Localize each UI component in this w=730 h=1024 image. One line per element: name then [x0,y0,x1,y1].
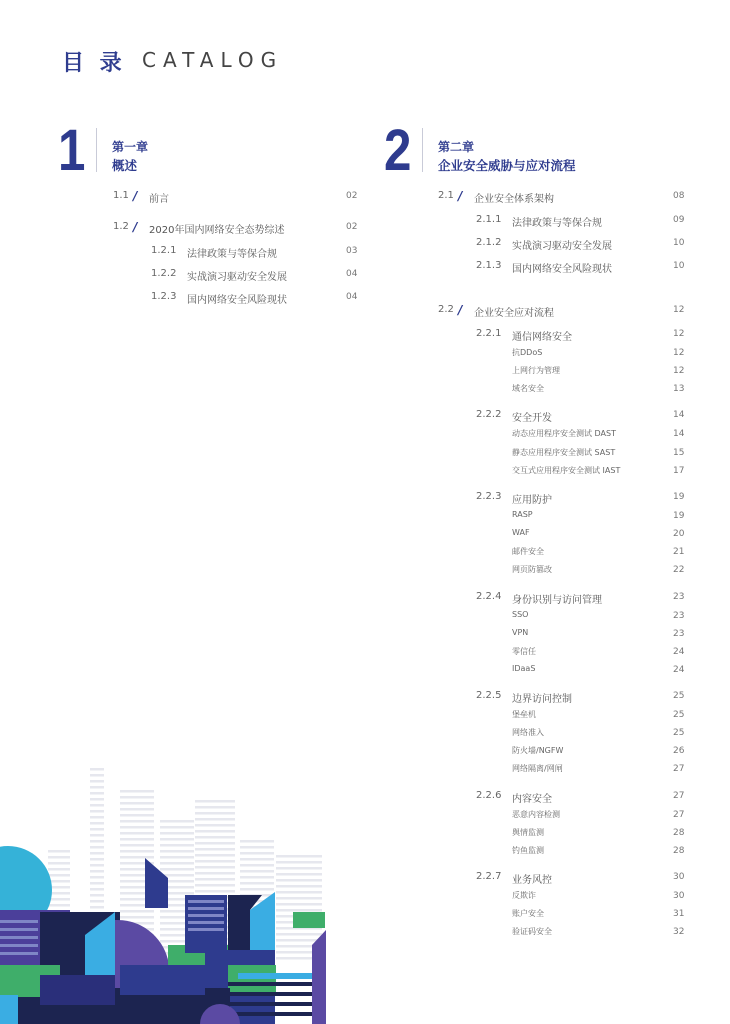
toc-page-number: 27 [673,791,685,801]
toc-entry[interactable] [0,365,730,381]
toc-entry-title: 企业安全应对流程 [474,308,554,319]
toc-entry-title: 2020年国内网络安全态势综述 [149,225,285,236]
toc-page-number: 25 [673,710,685,720]
toc-entry-title: 实战演习驱动安全发展 [512,241,612,252]
toc-entry-number: 2.1.2 [476,237,502,248]
toc-entry[interactable] [0,447,730,463]
toc-page-number: 28 [673,828,685,838]
toc-entry-title: 身份识别与访问管理 [512,595,602,606]
toc-entry[interactable] [0,745,730,761]
toc-page-number: 08 [673,191,685,201]
toc-page-number: 12 [673,329,685,339]
toc-entry-title: RASP [512,510,533,519]
toc-entry-title: 网络隔离/网闸 [512,764,563,773]
toc-entry-number: 2.2.7 [476,871,502,882]
toc-entry[interactable] [0,727,730,743]
toc-entry-number: 1.2 [113,221,129,232]
toc-entry-title: 交互式应用程序安全测试 IAST [512,466,621,475]
toc-entry-title: 账户安全 [512,909,544,918]
toc-page-number: 12 [673,305,685,315]
toc-entry-title: 安全开发 [512,413,552,424]
toc-entry[interactable] [0,465,730,481]
chapter-1-number: 1 [58,118,86,183]
toc-page-number: 09 [673,215,685,225]
toc-entry-title: IDaaS [512,664,536,673]
toc-entry[interactable] [0,564,730,580]
page-title: 目 录 [62,51,126,76]
toc-page-number: 03 [346,246,358,256]
toc-entry-title: 国内网络安全风险现状 [512,264,612,275]
page-title-en: CATALOG [142,48,284,72]
toc-entry[interactable] [0,528,730,544]
toc-entry-title: 静态应用程序安全测试 SAST [512,448,616,457]
chapter-1-title: 概述 [112,158,138,173]
toc-page-number: 24 [673,647,685,657]
toc-page-number: 27 [673,810,685,820]
toc-page-number: 24 [673,665,685,675]
toc-page-number: 20 [673,529,685,539]
slash-mark: / [458,303,463,317]
toc-page-number: 10 [673,261,685,271]
toc-page-number: 32 [673,927,685,937]
toc-entry-title: 上网行为管理 [512,366,560,375]
toc-entry-title: 防火墙/NGFW [512,746,564,755]
toc-entry[interactable] [0,409,730,425]
toc-entry-title: 反欺诈 [512,891,536,900]
chapter-2-divider [422,128,423,172]
toc-entry[interactable] [0,190,730,206]
toc-entry-number: 2.2.3 [476,491,502,502]
toc-page-number: 14 [673,429,685,439]
toc-entry-title: 邮件安全 [512,547,544,556]
toc-entry[interactable] [0,328,730,344]
toc-entry-title: WAF [512,528,530,537]
toc-page-number: 28 [673,846,685,856]
toc-entry-title: 实战演习驱动安全发展 [187,272,287,283]
toc-entry-title: 通信网络安全 [512,332,572,343]
toc-entry-title: 堡垒机 [512,710,536,719]
toc-entry-title: 抗DDoS [512,348,543,357]
toc-page-number: 30 [673,891,685,901]
toc-entry[interactable] [0,709,730,725]
city-skyline-illustration [0,760,330,1024]
toc-entry-number: 2.2.5 [476,690,502,701]
toc-entry-title: 企业安全体系架构 [474,194,554,205]
toc-entry-number: 1.1 [113,190,129,201]
toc-entry-title: 动态应用程序安全测试 DAST [512,429,616,438]
toc-entry-number: 2.1.1 [476,214,502,225]
toc-entry-number: 1.2.3 [151,291,177,302]
toc-entry[interactable] [0,646,730,662]
toc-entry-title: 边界访问控制 [512,694,572,705]
toc-page-number: 23 [673,611,685,621]
toc-page-number: 17 [673,466,685,476]
toc-entry-title: 舆情监测 [512,828,544,837]
toc-page-number: 22 [673,565,685,575]
toc-page-number: 21 [673,547,685,557]
toc-entry-number: 2.2.1 [476,328,502,339]
chapter-1-divider [96,128,97,172]
toc-entry[interactable] [0,260,730,276]
toc-entry[interactable] [0,690,730,706]
toc-entry-title: 零信任 [512,647,536,656]
toc-entry-number: 2.2.2 [476,409,502,420]
toc-page-number: 25 [673,691,685,701]
toc-entry-title: 前言 [149,194,169,205]
toc-page-number: 25 [673,728,685,738]
toc-entry-number: 2.2 [438,304,454,315]
toc-entry[interactable] [0,237,730,253]
toc-entry[interactable] [0,510,730,526]
toc-entry-title: 网络准入 [512,728,544,737]
slash-mark: / [133,189,138,203]
toc-entry-number: 2.1 [438,190,454,201]
toc-entry-number: 2.2.6 [476,790,502,801]
toc-entry-title: 域名安全 [512,384,544,393]
toc-page-number: 14 [673,410,685,420]
chapter-1-label: 第一章 [112,140,149,154]
toc-entry-title: VPN [512,628,529,637]
toc-entry-title: 恶意内容检测 [512,810,560,819]
toc-entry-title: 网页防篡改 [512,565,552,574]
toc-page-number: 13 [673,384,685,394]
toc-entry-title: 法律政策与等保合规 [187,249,277,260]
toc-page-number: 10 [673,238,685,248]
chapter-2-label: 第二章 [438,140,475,154]
slash-mark: / [133,220,138,234]
toc-entry[interactable] [0,304,730,320]
toc-entry[interactable] [0,214,730,230]
toc-page-number: 15 [673,448,685,458]
toc-entry[interactable] [0,491,730,507]
toc-page-number: 04 [346,292,358,302]
toc-entry-title: SSO [512,610,529,619]
toc-entry-title: 验证码安全 [512,927,552,936]
toc-entry-number: 1.2.2 [151,268,177,279]
toc-page-number: 02 [346,191,358,201]
toc-page-number: 04 [346,269,358,279]
toc-page-number: 12 [673,348,685,358]
toc-page-number: 02 [346,222,358,232]
toc-entry[interactable] [0,428,730,444]
chapter-2-title: 企业安全威胁与应对流程 [438,158,576,173]
toc-entry-title: 法律政策与等保合规 [512,218,602,229]
toc-entry-title: 业务风控 [512,875,552,886]
toc-entry-title: 内容安全 [512,794,552,805]
toc-entry[interactable] [0,628,730,644]
toc-page-number: 30 [673,872,685,882]
toc-entry[interactable] [0,383,730,399]
toc-entry-title: 国内网络安全风险现状 [187,295,287,306]
toc-entry[interactable] [0,591,730,607]
toc-entry-number: 2.1.3 [476,260,502,271]
toc-page-number: 27 [673,764,685,774]
toc-entry-number: 1.2.1 [151,245,177,256]
toc-entry-number: 2.2.4 [476,591,502,602]
toc-entry[interactable] [0,347,730,363]
toc-entry[interactable] [0,546,730,562]
toc-page-number: 26 [673,746,685,756]
toc-page-number: 19 [673,492,685,502]
toc-entry[interactable] [0,610,730,626]
toc-entry-title: 钓鱼监测 [512,846,544,855]
toc-page-number: 31 [673,909,685,919]
chapter-2-number: 2 [384,118,412,183]
toc-entry[interactable] [0,664,730,680]
toc-page-number: 12 [673,366,685,376]
slash-mark: / [458,189,463,203]
toc-page-number: 23 [673,592,685,602]
toc-page-number: 23 [673,629,685,639]
toc-page-number: 19 [673,511,685,521]
toc-entry-title: 应用防护 [512,495,552,506]
